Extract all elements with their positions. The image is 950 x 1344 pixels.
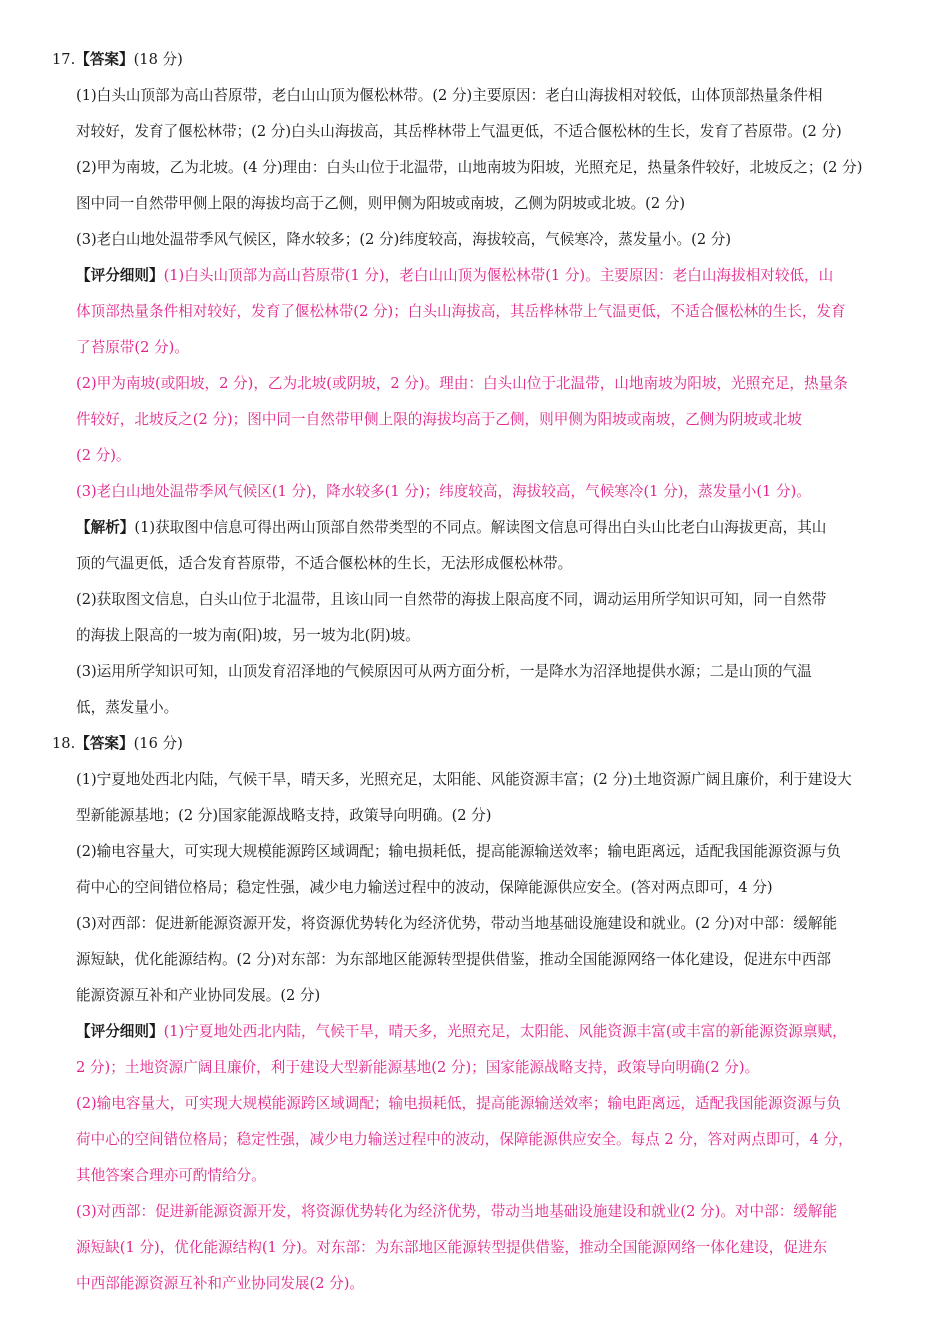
- q17-answer-line: (1)白头山顶部为高山苔原带，老白山山顶为偃松林带。(2 分)主要原因：老白山海拔相对较低，山体顶部热量条件相: [76, 87, 823, 104]
- q17-analysis-text: (1)获取图中信息可得出两山顶部自然带类型的不同点。解读图文信息可得出白头山比老白山海拔更高，其山: [134, 519, 827, 536]
- q17-grading-first-line: [76, 266, 833, 286]
- q17-number: 17.: [52, 51, 76, 68]
- q17-answer-line: (3)老白山地处温带季风气候区，降水较多；(2 分)纬度较高，海拔较高，气候寒冷，蒸发量小。(2 分): [76, 231, 732, 248]
- q17-grading-line: (3)老白山地处温带季风气候区(1 分)，降水较多(1 分)；纬度较高，海拔较高，气候寒冷(1 分)，蒸发量小(1 分)。: [76, 483, 811, 500]
- q17-analysis-line: 低，蒸发量小。: [76, 699, 179, 716]
- q18-grading-line: (2)输电容量大，可实现大规模能源跨区域调配；输电损耗低，提高能源输送效率；输电距离远，适配我国能源资源与负: [76, 1095, 841, 1112]
- q17-grading-line: 了苔原带(2 分)。: [76, 339, 189, 356]
- q18-answer-line: 荷中心的空间错位格局；稳定性强，减少电力输送过程中的波动，保障能源供应安全。(答对两点即可，4 分): [76, 879, 773, 896]
- q17-answer-line: (2)甲为南坡，乙为北坡。(4 分)理由：白头山位于北温带，山地南坡为阳坡，光照充足，热量条件较好，北坡反之；(2 分): [76, 159, 863, 176]
- q17-analysis-line: (2)获取图文信息，白头山位于北温带，且该山同一自然带的海拔上限高度不同，调动运用所学知识可知，同一自然带: [76, 591, 827, 608]
- q18-grading-line: 2 分)；土地资源广阔且廉价，利于建设大型新能源基地(2 分)；国家能源战略支持，政策导向明确(2 分)。: [76, 1059, 760, 1076]
- q17-analysis-line: 顶的气温更低，适合发育苔原带，不适合偃松林的生长，无法形成偃松林带。: [76, 555, 573, 572]
- q17-analysis-tag: 【解析】: [76, 519, 135, 536]
- q17-heading: [52, 50, 183, 70]
- q17-analysis-line: (3)运用所学知识可知，山顶发育沼泽地的气候原因可从两方面分析，一是降水为沼泽地提供水源；二是山顶的气温: [76, 663, 812, 680]
- q18-answer-line: (3)对西部：促进新能源资源开发，将资源优势转化为经济优势，带动当地基础设施建设和就业。(2 分)对中部：缓解能: [76, 915, 838, 932]
- q18-grading-line: 中西部能源资源互补和产业协同发展(2 分)。: [76, 1275, 365, 1292]
- q18-answer-line: 能源资源互补和产业协同发展。(2 分): [76, 987, 321, 1004]
- q18-grading-tag: 【评分细则】: [76, 1023, 164, 1040]
- q17-analysis-line: 的海拔上限高的一坡为南(阳)坡，另一坡为北(阴)坡。: [76, 627, 420, 644]
- q17-grading-tag: 【评分细则】: [76, 267, 164, 284]
- q18-score: (16 分): [133, 735, 183, 752]
- q18-number: 18.: [52, 735, 76, 752]
- q17-grading-line: (2 分)。: [76, 447, 131, 464]
- q18-answer-tag: 【答案】: [75, 735, 134, 752]
- q17-grading-line: (2)甲为南坡(或阳坡，2 分)，乙为北坡(或阴坡，2 分)。理由：白头山位于北温带，山地南坡为阳坡，光照充足，热量条: [76, 375, 848, 392]
- q17-grading-text: (1)白头山顶部为高山苔原带(1 分)，老白山山顶为偃松林带(1 分)。主要原因：老白山海拔相对较低，山: [163, 267, 834, 284]
- q18-answer-line: (1)宁夏地处西北内陆，气候干旱，晴天多，光照充足，太阳能、风能资源丰富；(2 分)土地资源广阔且廉价，利于建设大: [76, 771, 852, 788]
- q17-grading-line: 件较好，北坡反之(2 分)；图中同一自然带甲侧上限的海拔均高于乙侧，则甲侧为阳坡或南坡，乙侧为阴坡或北坡: [76, 411, 802, 428]
- q17-score: (18 分): [133, 51, 183, 68]
- q18-grading-first-line: [76, 1022, 847, 1042]
- q18-grading-text: (1)宁夏地处西北内陆，气候干旱，晴天多，光照充足，太阳能、风能资源丰富(或丰富的新能源资源禀赋，: [163, 1023, 847, 1040]
- q18-grading-line: (3)对西部：促进新能源资源开发，将资源优势转化为经济优势，带动当地基础设施建设和就业(2 分)。对中部：缓解能: [76, 1203, 838, 1220]
- q18-heading: [52, 734, 183, 754]
- q17-answer-line: 图中同一自然带甲侧上限的海拔均高于乙侧，则甲侧为阳坡或南坡，乙侧为阴坡或北坡。(2 分): [76, 195, 686, 212]
- q17-answer-line: 对较好，发育了偃松林带；(2 分)白头山海拔高，其岳桦林带上气温更低，不适合偃松林的生长，发育了苔原带。(2 分): [76, 123, 842, 140]
- q17-grading-line: 体顶部热量条件相对较好，发育了偃松林带(2 分)；白头山海拔高，其岳桦林带上气温更低，不适合偃松林的生长，发育: [76, 303, 846, 320]
- q18-grading-line: 其他答案合理亦可酌情给分。: [76, 1167, 266, 1184]
- q18-grading-line: 荷中心的空间错位格局；稳定性强，减少电力输送过程中的波动，保障能源供应安全。每点 2 分，答对两点即可，4 分，: [76, 1131, 853, 1148]
- q17-answer-tag: 【答案】: [75, 51, 134, 68]
- q18-grading-line: 源短缺(1 分)，优化能源结构(1 分)。对东部：为东部地区能源转型提供借鉴，推动全国能源网络一体化建设，促进东: [76, 1239, 828, 1256]
- q18-answer-line: 源短缺，优化能源结构。(2 分)对东部：为东部地区能源转型提供借鉴，推动全国能源网络一体化建设，促进东中西部: [76, 951, 832, 968]
- q18-answer-line: (2)输电容量大，可实现大规模能源跨区域调配；输电损耗低，提高能源输送效率；输电距离远，适配我国能源资源与负: [76, 843, 841, 860]
- q17-analysis-first-line: [76, 518, 826, 538]
- q18-answer-line: 型新能源基地；(2 分)国家能源战略支持，政策导向明确。(2 分): [76, 807, 492, 824]
